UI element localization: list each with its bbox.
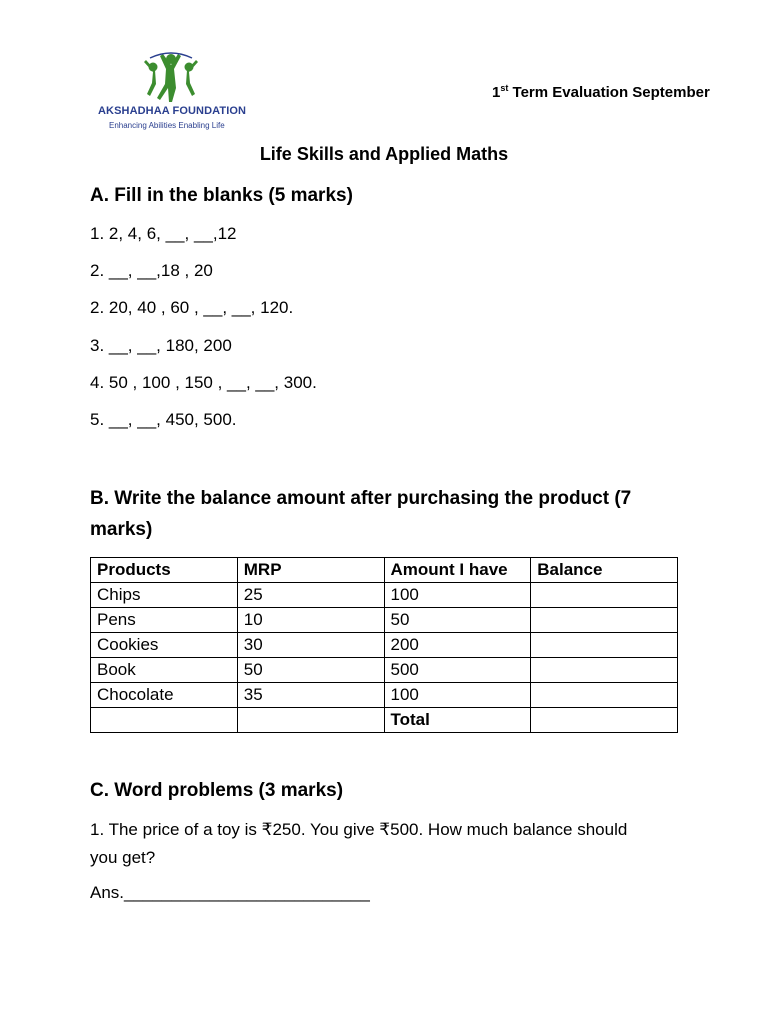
table-row (91, 633, 678, 658)
product-cell: Chocolate (91, 683, 238, 708)
foundation-logo (98, 50, 248, 136)
column-header: Balance (531, 558, 678, 583)
term-ordinal-suffix: st (500, 83, 509, 93)
mrp-cell: 50 (237, 658, 384, 683)
mrp-cell: 10 (237, 608, 384, 633)
product-cell: Book (91, 658, 238, 683)
blank-item: 1. 2, 4, 6, __, __,12 (90, 224, 237, 243)
total-label: Total (384, 708, 531, 733)
org-name: AKSHADHAA FOUNDATION (98, 105, 247, 117)
product-cell: Cookies (91, 633, 238, 658)
people-logo-icon (138, 50, 204, 104)
section-a-heading: A. Fill in the blanks (5 marks) (90, 185, 353, 206)
blank-item: 5. __, __, 450, 500. (90, 410, 237, 429)
product-cell: Chips (91, 583, 238, 608)
term-label: Term Evaluation September (508, 84, 710, 101)
term-number: 1 (492, 84, 501, 101)
blank-item: 4. 50 , 100 , 150 , __, __, 300. (90, 373, 317, 392)
mrp-cell: 35 (237, 683, 384, 708)
column-header: Products (91, 558, 238, 583)
org-tagline: Enhancing Abilities Enabling Life (109, 121, 225, 130)
balance-cell[interactable] (531, 633, 678, 658)
amount-cell: 50 (384, 608, 531, 633)
balance-cell[interactable] (531, 608, 678, 633)
column-header: Amount I have (384, 558, 531, 583)
section-b-heading: B. Write the balance amount after purchasing the product (7 marks) (90, 488, 632, 540)
table-header-row (91, 558, 678, 583)
answer-line[interactable]: Ans.__________________________ (90, 883, 370, 902)
amount-cell: 100 (384, 683, 531, 708)
balance-cell[interactable] (531, 683, 678, 708)
balance-table (90, 557, 678, 733)
amount-cell: 100 (384, 583, 531, 608)
column-header: MRP (237, 558, 384, 583)
amount-cell: 200 (384, 633, 531, 658)
section-c-heading: C. Word problems (3 marks) (90, 780, 344, 801)
empty-cell (91, 708, 238, 733)
term-title (492, 83, 742, 101)
amount-cell: 500 (384, 658, 531, 683)
word-problem-question: 1. The price of a toy is ₹250. You give ₹500. How much balance should you get? (90, 820, 628, 867)
product-cell: Pens (91, 608, 238, 633)
balance-cell[interactable] (531, 583, 678, 608)
table-row (91, 683, 678, 708)
blank-item: 3. __, __, 180, 200 (90, 336, 232, 355)
mrp-cell: 30 (237, 633, 384, 658)
mrp-cell: 25 (237, 583, 384, 608)
table-row (91, 608, 678, 633)
subject-title: Life Skills and Applied Maths (259, 144, 509, 164)
empty-cell (237, 708, 384, 733)
blank-item: 2. __, __,18 , 20 (90, 261, 213, 280)
table-row (91, 658, 678, 683)
table-row (91, 583, 678, 608)
table-total-row (91, 708, 678, 733)
total-balance-cell[interactable] (531, 708, 678, 733)
balance-cell[interactable] (531, 658, 678, 683)
blank-item: 2. 20, 40 , 60 , __, __, 120. (90, 298, 294, 317)
